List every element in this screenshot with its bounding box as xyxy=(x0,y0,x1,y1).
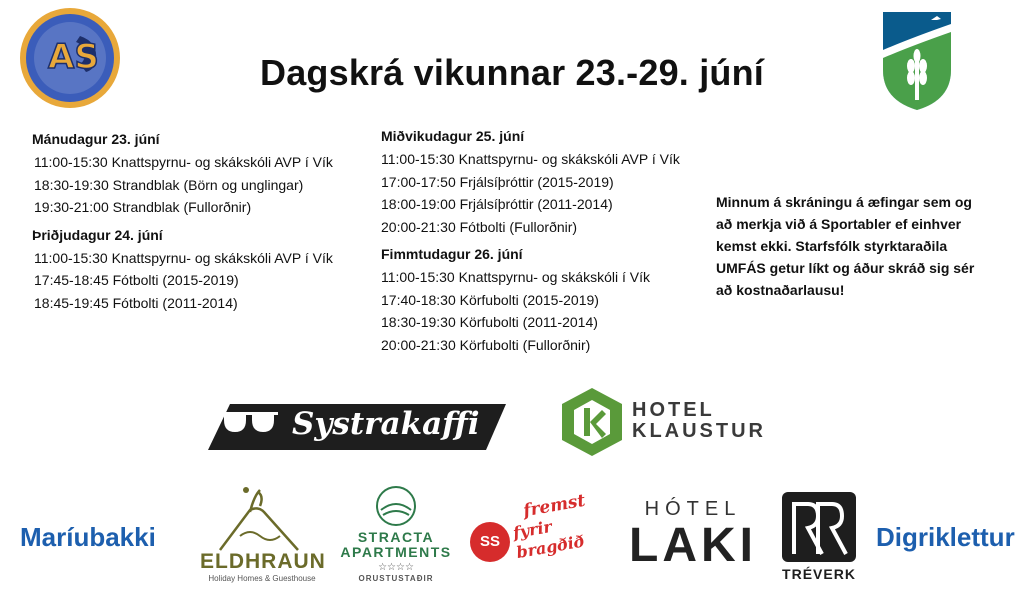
schedule-item: 19:30-21:00 Strandblak (Fullorðnir) xyxy=(34,199,252,215)
schedule-item: 11:00-15:30 Knattspyrnu- og skákskóli AVP í Vík xyxy=(34,249,333,266)
schedule-item: 17:40-18:30 Körfubolti (2015-2019) xyxy=(381,291,599,308)
schedule-item: 18:00-19:00 Frjálsíþróttir (2011-2014) xyxy=(381,196,613,212)
eldhraun-text: ELDHRAUN xyxy=(200,550,326,573)
schedule-item: 18:45-19:45 Fótbolti (2011-2014) xyxy=(34,294,238,311)
day-heading: Fimmtudagur 26. júní xyxy=(381,246,523,262)
schedule-item: 11:00-15:30 Knattspyrnu- og skákskóli AVP í Vík xyxy=(381,151,680,167)
hotel-klaustur-line2: KLAUSTUR xyxy=(632,420,766,442)
schedule-item: 11:00-15:30 Knattspyrnu- og skákskóli AVP í Vík xyxy=(34,154,333,170)
day-heading: Miðvikudagur 25. júní xyxy=(381,128,525,144)
schedule-item: 17:00-17:50 Frjálsíþróttir (2015-2019) xyxy=(381,173,614,190)
treverk-logo xyxy=(780,490,858,586)
stracta-location: ORUSTUSTAÐIR xyxy=(358,574,434,583)
stracta-line2: APARTMENTS xyxy=(340,544,452,560)
digriklettur-logo: Digriklettur xyxy=(876,522,1015,552)
day-block-wednesday xyxy=(381,128,680,238)
systrakaffi-logo xyxy=(208,402,508,452)
eldhraun-subtext: Holiday Homes & Guesthouse xyxy=(208,574,316,583)
page-title: Dagskrá vikunnar 23.-29. júní xyxy=(260,52,764,93)
hotel-klaustur-line1: HOTEL xyxy=(632,399,715,421)
mountain-circle-icon xyxy=(374,484,418,528)
day-block-thursday xyxy=(381,246,680,356)
stracta-logo xyxy=(332,484,460,588)
volcano-icon xyxy=(200,482,324,552)
schedule-item: 11:00-15:30 Knattspyrnu- og skákskóli í Vík xyxy=(381,269,650,285)
club-badge-text: AS xyxy=(48,37,99,77)
eldhraun-logo xyxy=(200,482,324,586)
schedule-item: 20:00-21:30 Körfubolti (Fullorðnir) xyxy=(381,336,591,353)
mariubakki-logo: Maríubakki xyxy=(20,522,156,552)
ss-slogan-line2: fyrir bragðið xyxy=(511,516,586,563)
schedule-column-1 xyxy=(32,131,333,322)
hotel-laki-line2: LAKI xyxy=(629,519,757,572)
registration-note: Minnum á skráningu á æfingar sem og að merkja við á Sportabler ef einhver kemst ekki. Starfsfólk styrktaraðila UMFÁS getur líkt og áður skráð sig sér að kostnaðarlausu! xyxy=(716,194,975,298)
schedule-item: 20:00-21:30 Fótbolti (Fullorðnir) xyxy=(381,218,578,235)
hotel-laki-line1: HÓTEL xyxy=(644,498,742,520)
hotel-klaustur-logo xyxy=(560,386,774,458)
day-heading: Þriðjudagur 24. júní xyxy=(32,226,163,243)
hotel-laki-logo xyxy=(622,498,764,578)
stracta-stars: ☆☆☆☆ xyxy=(378,562,414,573)
treverk-mark-icon xyxy=(780,490,858,564)
treverk-text: TRÉVERK xyxy=(782,566,856,582)
day-block-tuesday xyxy=(32,227,333,315)
ss-badge: SS xyxy=(470,522,510,562)
systrakaffi-text: Systrakaffi xyxy=(292,406,480,442)
schedule-column-2 xyxy=(381,128,680,364)
ss-slogan-line1: fremst xyxy=(521,490,587,522)
schedule-item: 17:45-18:45 Fótbolti (2015-2019) xyxy=(34,272,239,288)
hexagon-icon xyxy=(560,386,624,458)
ss-logo xyxy=(470,490,602,574)
schedule-item: 18:30-19:30 Strandblak (Börn og unglingar) xyxy=(34,176,304,193)
schedule-item: 18:30-19:30 Körfubolti (2011-2014) xyxy=(381,314,598,330)
day-heading: Mánudagur 23. júní xyxy=(32,131,160,147)
day-block-monday xyxy=(32,131,333,219)
stracta-line1: STRACTA xyxy=(357,529,435,545)
